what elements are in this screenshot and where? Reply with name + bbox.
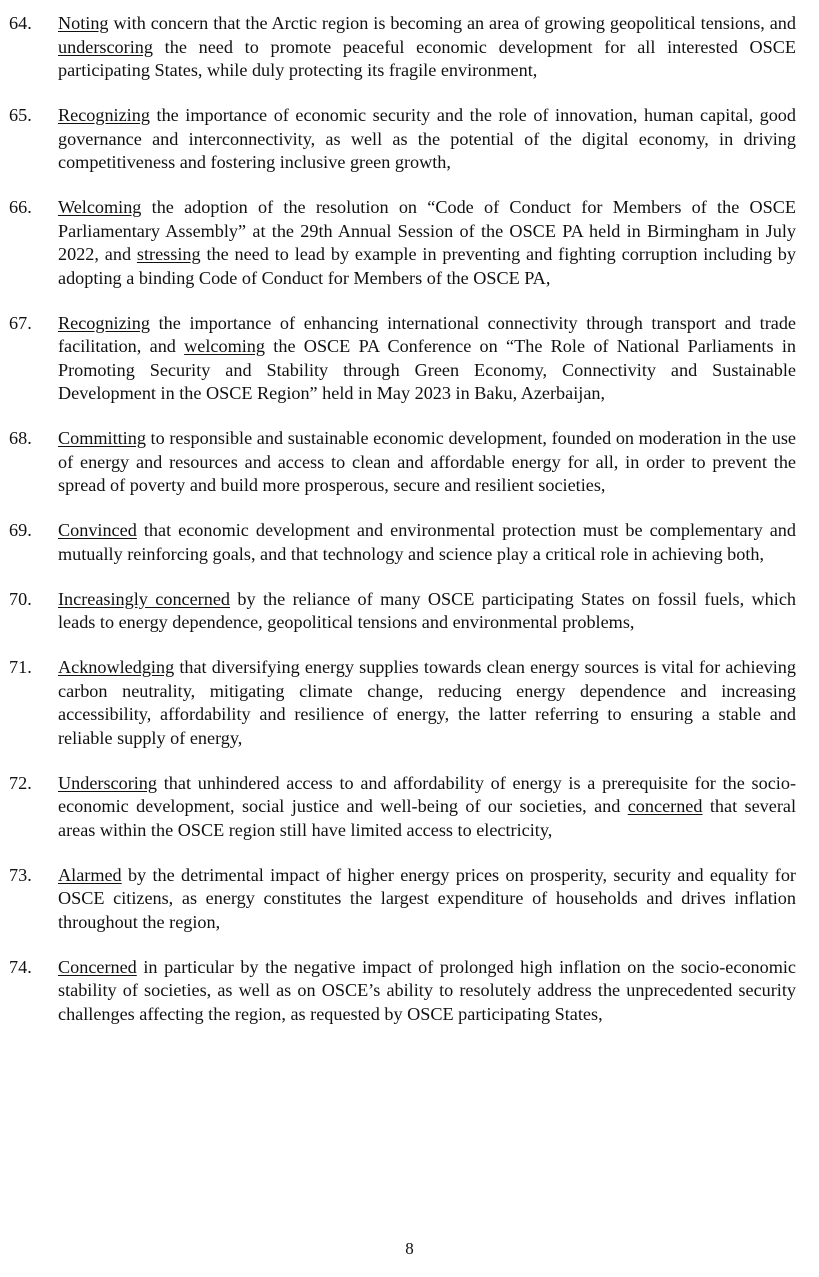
document-body: [0, 12, 819, 1048]
text-run: in particular by the negative impact of prolonged high inflation on the socio-economic stability of societies, as well as on OSCE’s ability to resolutely address the unprecedented security challenges affecting the region, as requested by OSCE participating States,: [58, 956, 796, 1024]
paragraph: [0, 864, 819, 935]
underlined-phrase: Committing: [58, 428, 146, 448]
paragraph-text: [58, 197, 796, 288]
text-run: the OSCE PA Conference on “The Role of National Parliaments in Promoting Security and Stability through Green Economy, Connectivity and Sustainable Development in the OSCE Region” held in May 2023 in Baku, Azerbaijan,: [58, 336, 796, 403]
paragraph: [0, 519, 819, 566]
paragraph-number: 72.: [9, 772, 32, 793]
text-run: the need to promote peaceful economic development for all interested OSCE participating States, while duly protecting its fragile environment,: [58, 36, 796, 80]
text-run: that diversifying energy supplies towards clean energy sources is vital for achieving carbon neutrality, mitigating climate change, reducing energy dependence and increasing accessibility, affordability and resilience of energy, the latter referring to ensuring a stable and reliable supply of energy,: [58, 657, 796, 748]
paragraph: [0, 104, 819, 175]
paragraph-text: [58, 657, 796, 748]
paragraph-number: 67.: [9, 312, 32, 333]
underlined-phrase: Convinced: [58, 520, 137, 540]
paragraph-number: 70.: [9, 588, 32, 609]
paragraph: [0, 427, 819, 498]
text-run: the need to lead by example in preventing and fighting corruption including by adopting a binding Code of Conduct for Members of the OSCE PA,: [58, 244, 796, 288]
paragraph-text: [58, 105, 796, 172]
underlined-phrase: Alarmed: [58, 864, 122, 885]
underlined-phrase: concerned: [627, 796, 703, 816]
paragraph: [0, 196, 819, 290]
paragraph-text: [58, 313, 796, 404]
text-run: to responsible and sustainable economic development, founded on moderation in the use of energy and resources and access to clean and affordable energy for all, in order to prevent the spread of poverty and build more prosperous, secure and resilient societies,: [58, 428, 796, 495]
paragraph-number: 66.: [9, 197, 32, 217]
paragraph-text: [58, 589, 796, 633]
text-run: that several areas within the OSCE region still have limited access to electricity,: [58, 796, 796, 840]
paragraph: [0, 956, 819, 1027]
paragraph-text: [58, 865, 796, 932]
text-run: that economic development and environmental protection must be complementary and mutually reinforcing goals, and that technology and science play a critical role in achieving both,: [58, 520, 796, 564]
paragraph-number: 64.: [9, 13, 32, 33]
paragraph-number: 65.: [9, 105, 32, 125]
paragraph: [0, 312, 819, 406]
paragraph-text: [58, 957, 796, 1024]
paragraph-text: [58, 428, 796, 495]
underlined-phrase: Underscoring: [58, 772, 157, 793]
underlined-phrase: Increasingly concerned: [58, 588, 231, 609]
paragraph-number: 69.: [9, 520, 32, 540]
text-run: by the reliance of many OSCE participating States on fossil fuels, which leads to energy dependence, geopolitical tensions and environmental problems,: [58, 588, 796, 632]
text-run: the importance of enhancing international connectivity through transport and trade facilitation, and: [58, 312, 796, 356]
underlined-phrase: Recognizing: [58, 105, 150, 125]
text-run: the adoption of the resolution on “Code of Conduct for Members of the OSCE Parliamentary Assembly” at the 29th Annual Session of the OSCE PA held in Birmingham in July 2022, and: [58, 197, 796, 264]
page-number: 8: [405, 1239, 414, 1258]
paragraph-number: 68.: [9, 428, 32, 448]
paragraph: [0, 656, 819, 750]
underlined-phrase: welcoming: [184, 336, 265, 356]
underlined-phrase: Acknowledging: [58, 657, 175, 677]
paragraph: [0, 588, 819, 635]
underlined-phrase: underscoring: [58, 36, 153, 57]
underlined-phrase: stressing: [136, 244, 201, 264]
underlined-phrase: Concerned: [58, 956, 137, 977]
text-run: with concern that the Arctic region is becoming an area of growing geopolitical tensions, and: [108, 13, 796, 33]
text-run: by the detrimental impact of higher energy prices on prosperity, security and equality for OSCE citizens, as energy constitutes the largest expenditure of households and drives inflation throughout the region,: [58, 864, 796, 932]
paragraph-number: 73.: [9, 864, 32, 885]
paragraph-number: 74.: [9, 956, 32, 977]
text-run: that unhindered access to and affordability of energy is a prerequisite for the socio-economic development, social justice and well-being of our societies, and: [58, 772, 796, 816]
paragraph: [0, 12, 819, 83]
underlined-phrase: Recognizing: [58, 312, 150, 333]
paragraph: [0, 772, 819, 843]
underlined-phrase: Noting: [58, 13, 109, 33]
paragraph-text: [58, 773, 796, 840]
paragraph-text: [58, 13, 796, 80]
paragraph-text: [58, 520, 796, 564]
text-run: the importance of economic security and the role of innovation, human capital, good governance and interconnectivity, as well as the potential of the digital economy, in driving competitiveness and fostering inclusive green growth,: [58, 105, 796, 172]
paragraph-number: 71.: [9, 657, 32, 677]
underlined-phrase: Welcoming: [58, 197, 142, 217]
